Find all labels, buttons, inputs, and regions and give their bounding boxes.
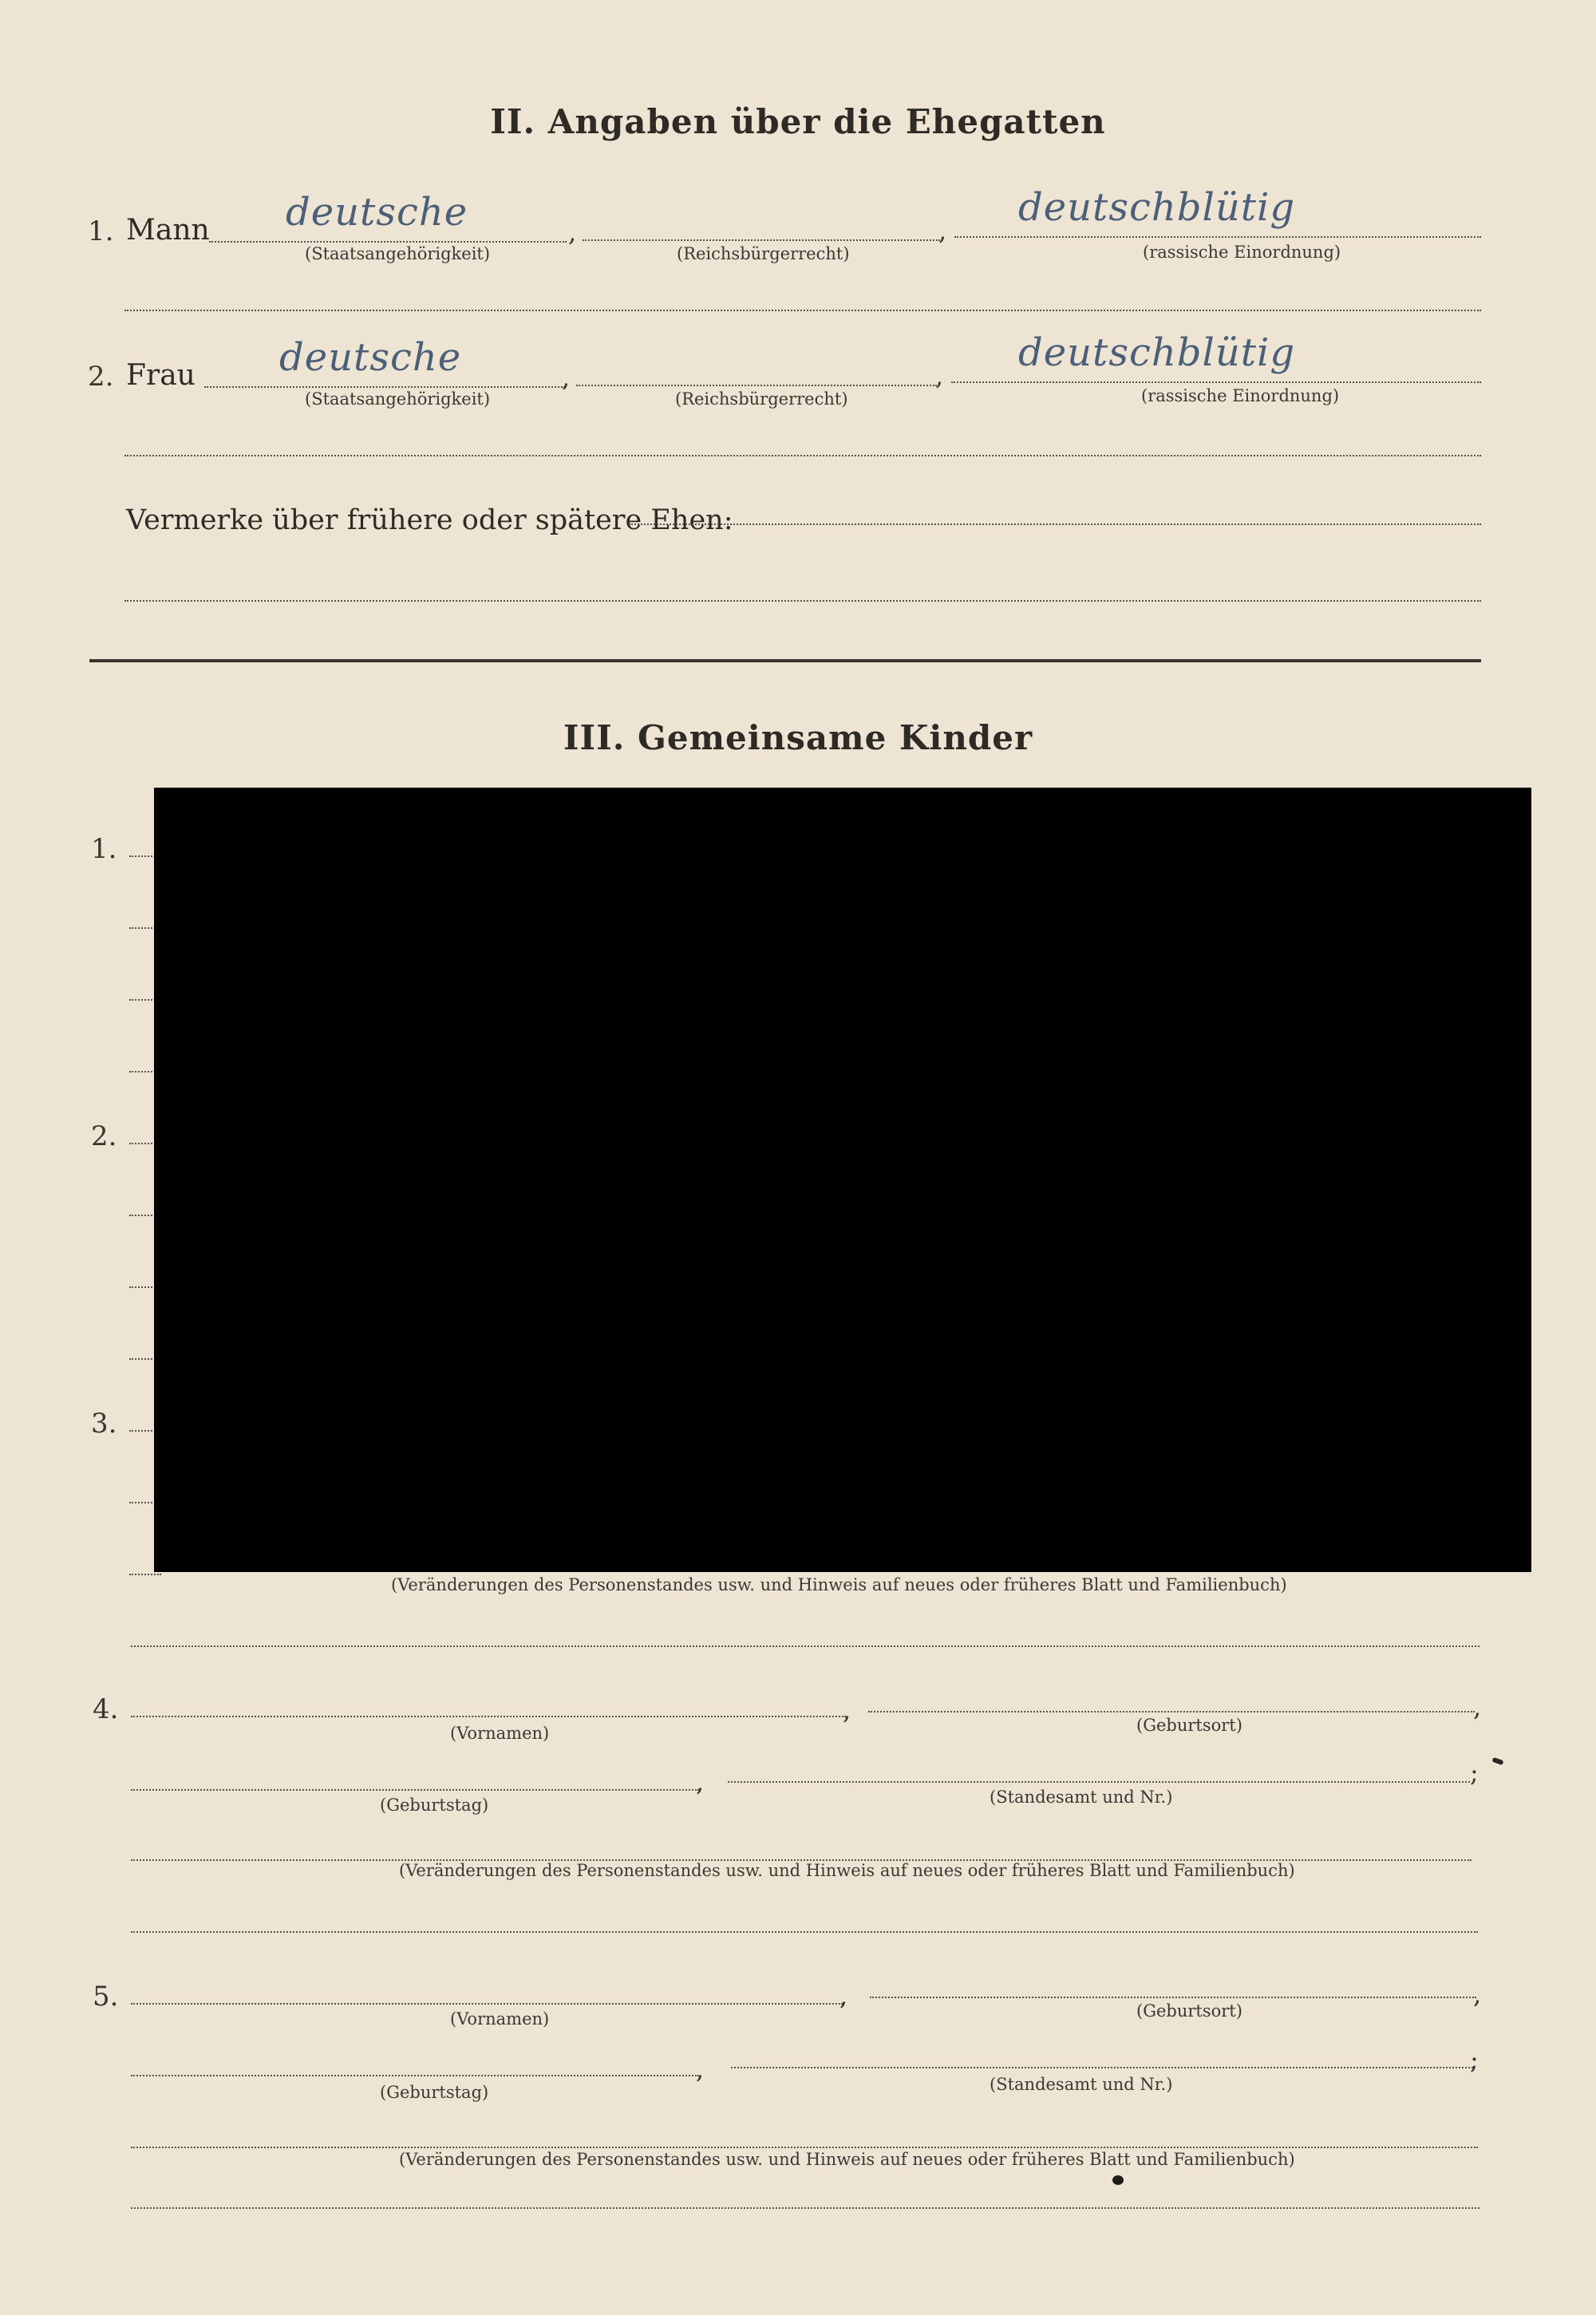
child-number: 1. [91,833,117,865]
vermerke-line[interactable] [629,523,1481,525]
caption-geburtstag: (Geburtstag) [380,1796,489,1815]
child-4-veraenderungen-line-2[interactable] [131,1931,1478,1933]
caption-staatsangehoerigkeit: (Staatsangehörigkeit) [305,389,491,409]
frau-staatsangehoerigkeit-line[interactable] [204,386,565,388]
comma: , [696,1767,705,1797]
redaction-block [154,788,1531,1572]
child-3-line[interactable] [129,1574,161,1575]
comma: , [935,361,944,391]
caption-veraenderungen: (Veränderungen des Personenstandes usw. und Hinweis auf neues oder früheres Blatt und Familienbuch) [391,1575,1287,1594]
caption-geburtstag: (Geburtstag) [380,2083,489,2102]
row-number: 1. [88,215,114,247]
child-4-standesamt-line[interactable] [728,1781,1470,1783]
child-4-geburtsort-line[interactable] [868,1711,1475,1713]
comma: , [1473,1692,1482,1722]
mann-label: Mann [126,214,210,247]
vermerke-line-2[interactable] [124,600,1481,602]
caption-standesamt: (Standesamt und Nr.) [990,1788,1173,1807]
child-number: 4. [93,1693,119,1725]
caption-rassische-einordnung: (rassische Einordnung) [1143,243,1341,262]
mann-reichsbuergerrecht-line[interactable] [583,239,940,241]
comma: , [1473,1979,1482,2009]
caption-rassische-einordnung: (rassische Einordnung) [1141,386,1340,405]
comma: , [843,1695,851,1725]
caption-veraenderungen: (Veränderungen des Personenstandes usw. und Hinweis auf neues oder früheres Blatt und Familienbuch) [399,2150,1295,2169]
semicolon: ; [1470,1757,1479,1788]
caption-veraenderungen: (Veränderungen des Personenstandes usw. und Hinweis auf neues oder früheres Blatt und Familienbuch) [399,1861,1295,1880]
vermerke-label: Vermerke über frühere oder spätere Ehen: [126,504,733,536]
mann-rassische-einordnung-handwriting: deutschblütig [1018,185,1296,230]
child-number: 3. [91,1408,117,1440]
caption-standesamt: (Standesamt und Nr.) [990,2075,1173,2094]
section-divider [89,659,1481,662]
child-5-veraenderungen-line-2[interactable] [131,2207,1479,2209]
caption-staatsangehoerigkeit: (Staatsangehörigkeit) [305,244,491,263]
caption-geburtsort: (Geburtsort) [1136,2001,1242,2021]
frau-rassische-einordnung-line[interactable] [951,381,1481,383]
mann-staatsangehoerigkeit-handwriting: deutsche [286,190,468,235]
section-ii-title: II. Angaben über die Ehegatten [490,102,1106,141]
comma: , [568,217,577,247]
ink-mark [1491,1757,1503,1765]
mann-staatsangehoerigkeit-line[interactable] [209,241,567,243]
caption-reichsbuergerrecht: (Reichsbürgerrecht) [675,389,848,409]
caption-reichsbuergerrecht: (Reichsbürgerrecht) [677,244,850,263]
row-number: 2. [88,361,114,393]
child-number: 2. [91,1120,117,1152]
ink-mark [1112,2175,1124,2185]
child-3-veraenderungen-line[interactable] [131,1645,1479,1647]
comma: , [562,362,571,393]
child-5-vornamen-line[interactable] [131,2003,843,2005]
frau-extra-line[interactable] [124,455,1481,456]
child-5-standesamt-line[interactable] [731,2067,1473,2068]
frau-reichsbuergerrecht-line[interactable] [576,385,937,386]
caption-vornamen: (Vornamen) [450,2009,550,2029]
semicolon: ; [1470,2044,1479,2075]
child-number: 5. [93,1981,119,2013]
section-iii-title: III. Gemeinsame Kinder [563,718,1033,757]
frau-staatsangehoerigkeit-handwriting: deutsche [279,335,462,380]
child-4-geburtstag-line[interactable] [131,1789,699,1791]
frau-label: Frau [126,359,196,392]
comma: , [696,2054,705,2084]
mann-rassische-einordnung-line[interactable] [954,236,1481,238]
mann-extra-line[interactable] [124,310,1481,311]
caption-vornamen: (Vornamen) [450,1724,550,1743]
child-5-geburtsort-line[interactable] [870,1997,1476,1998]
comma: , [938,215,947,246]
child-5-geburtstag-line[interactable] [131,2075,699,2076]
comma: , [839,1981,848,2011]
caption-geburtsort: (Geburtsort) [1136,1716,1242,1735]
child-5-veraenderungen-line[interactable] [131,2147,1478,2148]
child-4-vornamen-line[interactable] [131,1716,846,1717]
frau-rassische-einordnung-handwriting: deutschblütig [1018,330,1296,375]
